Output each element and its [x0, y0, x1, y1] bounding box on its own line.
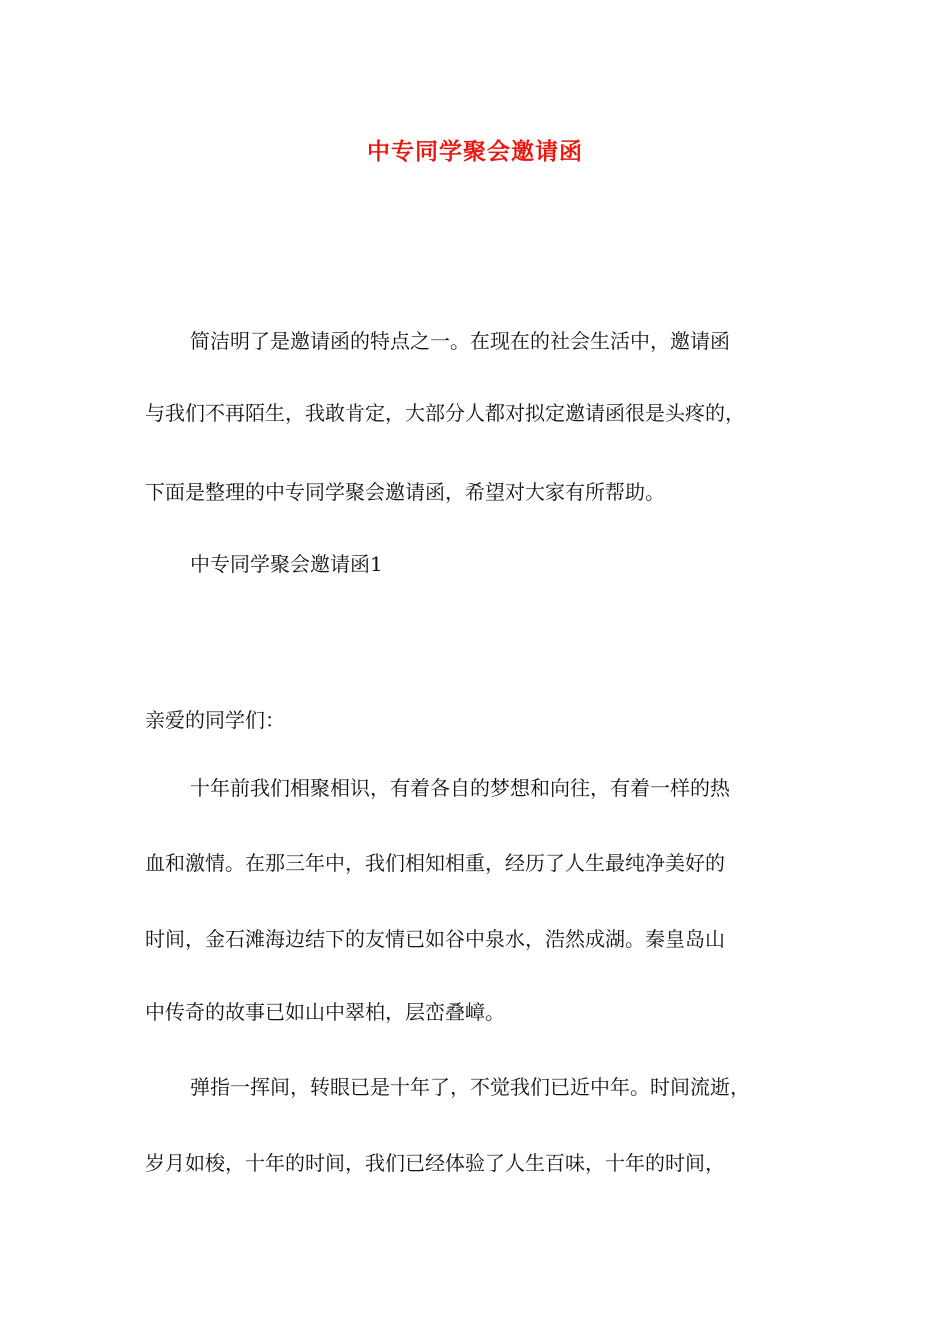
paragraph-line: 下面是整理的中专同学聚会邀请函，希望对大家有所帮助。 [145, 480, 665, 504]
paragraph-line: 时间，金石滩海边结下的友情已如谷中泉水，浩然成湖。秦皇岛山 [145, 927, 725, 951]
paragraph-line: 弹指一挥间，转眼已是十年了，不觉我们已近中年。时间流逝， [190, 1075, 750, 1099]
paragraph-line: 与我们不再陌生，我敢肯定，大部分人都对拟定邀请函很是头疼的， [145, 401, 745, 425]
paragraph-line: 十年前我们相聚相识，有着各自的梦想和向往，有着一样的热 [190, 776, 730, 800]
salutation: 亲爱的同学们： [145, 708, 285, 732]
paragraph-line: 岁月如梭，十年的时间，我们已经体验了人生百味，十年的时间， [145, 1151, 725, 1175]
document-title: 中专同学聚会邀请函 [367, 138, 583, 165]
paragraph-line: 简洁明了是邀请函的特点之一。在现在的社会生活中，邀请函 [190, 329, 730, 353]
paragraph-line: 中传奇的故事已如山中翠柏，层峦叠嶂。 [145, 1000, 505, 1024]
section-heading: 中专同学聚会邀请函1 [190, 552, 383, 576]
paragraph-line: 血和激情。在那三年中，我们相知相重，经历了人生最纯净美好的 [145, 851, 725, 875]
